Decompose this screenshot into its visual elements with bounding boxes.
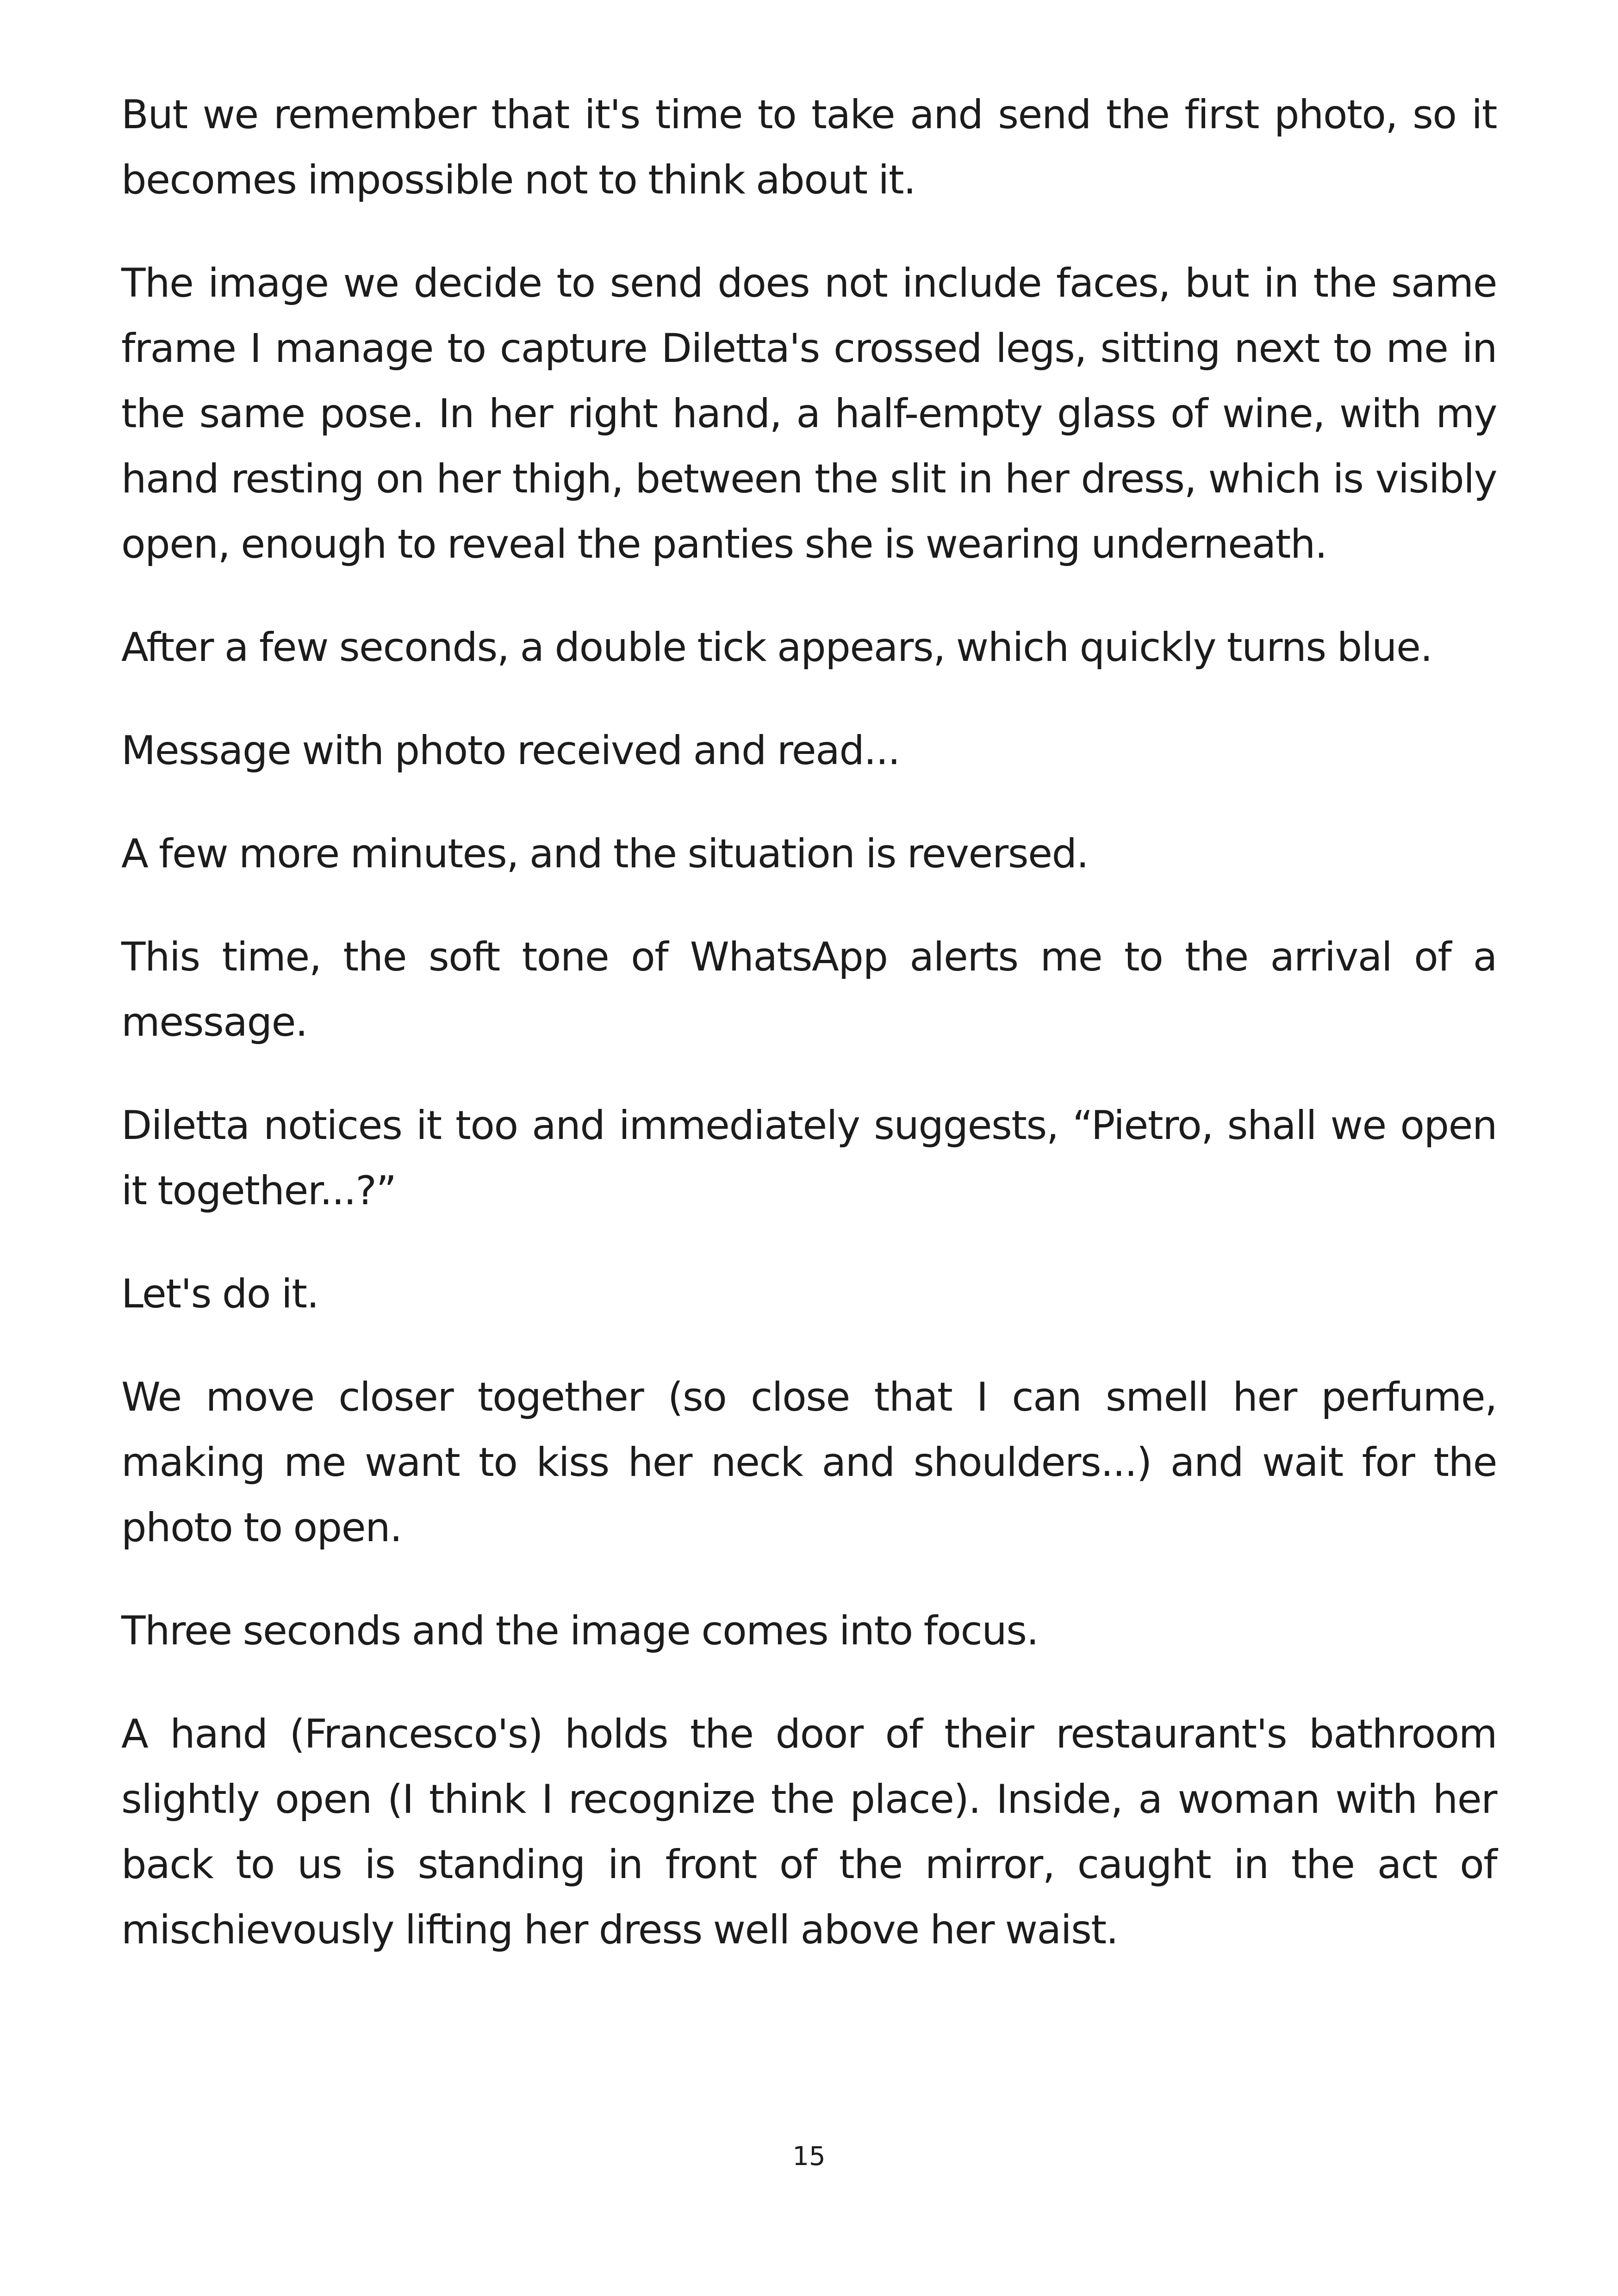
paragraph: Let's do it. xyxy=(121,1271,319,1317)
paragraph: We move closer together (so close that I can smell her perfume, making me want to kiss her neck and shoulders...) and wait for the photo to open. xyxy=(121,1374,1497,1551)
paragraph: The image we decide to send does not include faces, but in the same frame I manage to capture Diletta's crossed legs, sitting next to me in the same pose. In her right hand, a half-empty glass of wine, with my hand resting on her thigh, between the slit in her dress, which is visibly open, enough to reveal the panties she is wearing underneath. xyxy=(121,260,1497,567)
page-number: 15 xyxy=(792,2141,826,2172)
body-text xyxy=(121,82,1497,1963)
paragraph: But we remember that it's time to take and send the first photo, so it becomes impossible not to think about it. xyxy=(121,92,1497,203)
paragraph: A hand (Francesco's) holds the door of their restaurant's bathroom slightly open (I think I recognize the place). Inside, a woman with her back to us is standing in front of the mirror, caught in the act of mischievously lifting her dress well above her waist. xyxy=(121,1711,1497,1953)
paragraph: A few more minutes, and the situation is reversed. xyxy=(121,831,1089,877)
paragraph: After a few seconds, a double tick appears, which quickly turns blue. xyxy=(121,624,1432,671)
paragraph: Message with photo received and read... xyxy=(121,728,900,774)
paragraph: This time, the soft tone of WhatsApp alerts me to the arrival of a message. xyxy=(121,934,1497,1045)
paragraph: Diletta notices it too and immediately suggests, “Pietro, shall we open it together...?” xyxy=(121,1102,1497,1214)
paragraph: Three seconds and the image comes into focus. xyxy=(121,1608,1039,1654)
